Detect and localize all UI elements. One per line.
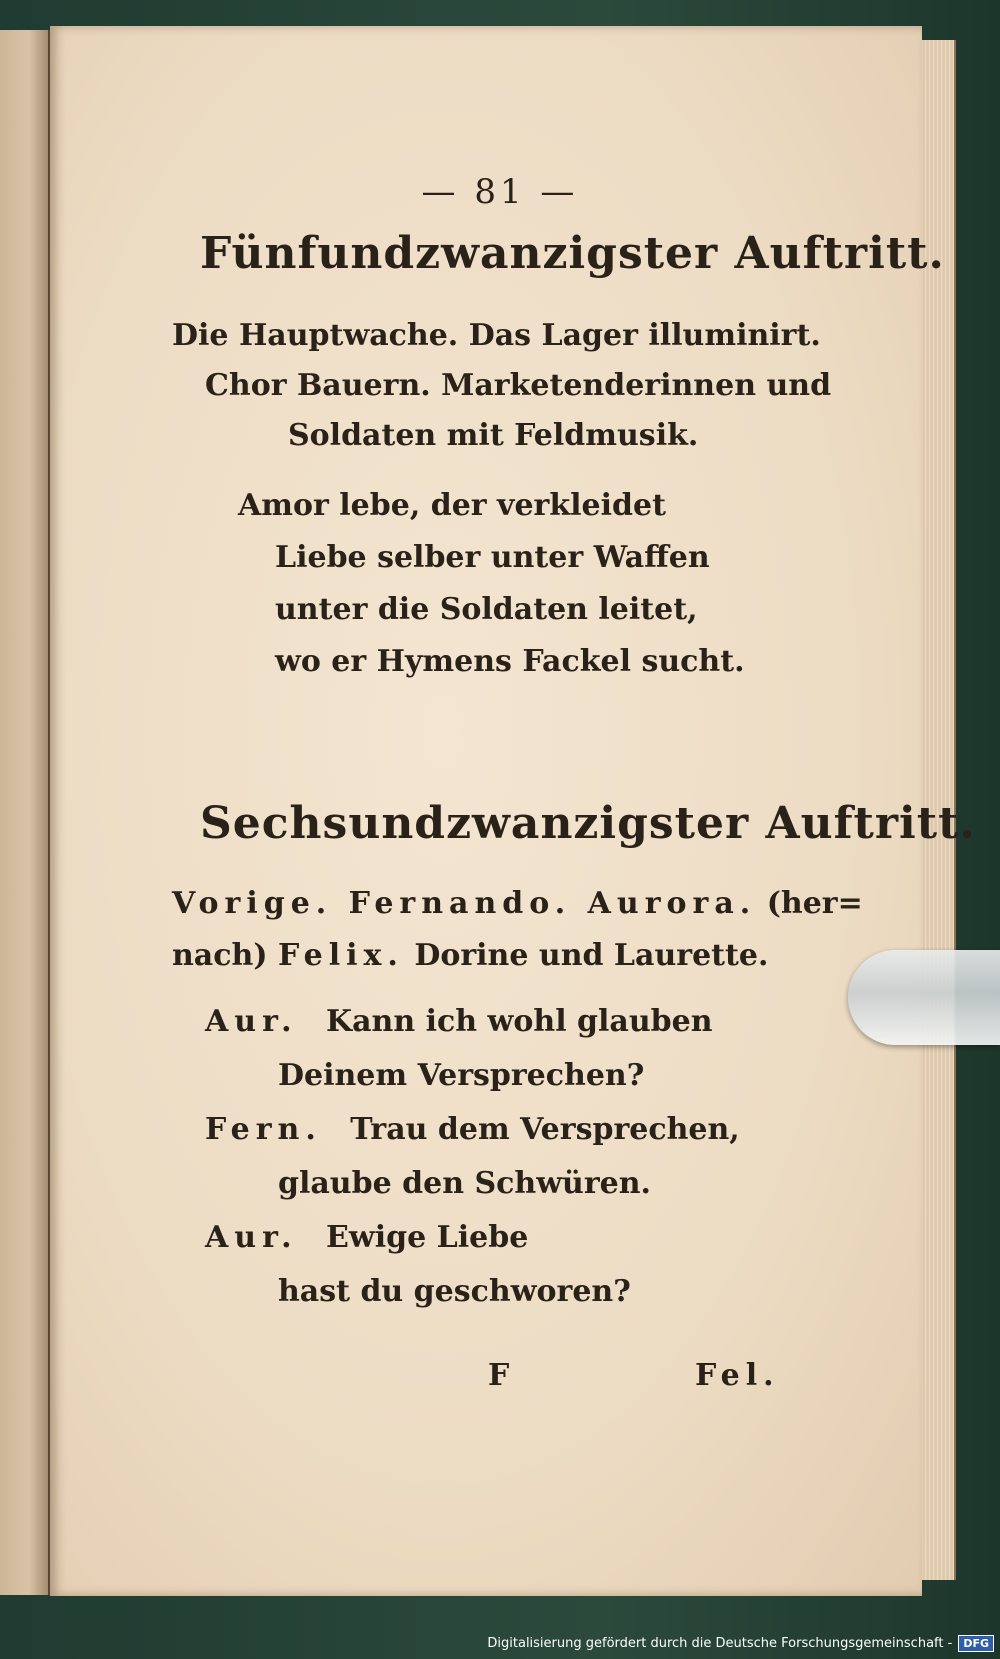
speaker-label: Aur.: [205, 1004, 298, 1039]
speaker-label: Aur.: [205, 1220, 298, 1255]
dialogue-continuation: hast du geschworen?: [278, 1274, 631, 1309]
page-clip: [848, 950, 1000, 1045]
signature-mark: F: [488, 1358, 510, 1393]
dialogue-line: [205, 1004, 713, 1039]
stage-direction-line: Die Hauptwache. Das Lager illuminirt.: [172, 318, 821, 353]
dialogue-continuation: glaube den Schwüren.: [278, 1166, 651, 1201]
stage-direction-line: [172, 938, 768, 973]
dialogue-line: [205, 1220, 528, 1255]
verse-line: Liebe selber unter Waffen: [275, 540, 710, 575]
stage-person-felix: Felix.: [277, 938, 404, 973]
stage-direction-line: [172, 886, 863, 921]
verse-line: unter die Soldaten leitet,: [275, 592, 698, 627]
left-page-edge: [0, 30, 51, 1595]
speaker-label: Fern.: [205, 1112, 322, 1147]
verse-line: wo er Hymens Fackel sucht.: [275, 644, 745, 679]
dfg-logo: DFG: [958, 1635, 994, 1652]
page-number: — 81 —: [421, 172, 579, 212]
footer-text: Digitalisierung gefördert durch die Deutsche Forschungsgemeinschaft -: [487, 1635, 953, 1651]
stage-persons-start: nach): [172, 938, 268, 973]
dialogue-text: Ewige Liebe: [326, 1220, 529, 1255]
dialogue-line: [205, 1112, 740, 1147]
verse-line: Amor lebe, der verkleidet: [238, 488, 666, 523]
dialogue-continuation: Deinem Versprechen?: [278, 1058, 645, 1093]
scene-25-heading: Fünfundzwanzigster Auftritt.: [200, 228, 945, 279]
dialogue-text: Kann ich wohl glauben: [326, 1004, 713, 1039]
stage-persons-end: Dorine und Laurette.: [414, 938, 769, 973]
digitization-footer: [487, 1631, 994, 1655]
catchword: Fel.: [695, 1358, 780, 1393]
stage-direction-line: Soldaten mit Feldmusik.: [288, 418, 699, 453]
scene-26-heading: Sechsundzwanzigster Auftritt.: [200, 798, 976, 849]
stage-direction-line: Chor Bauern. Marketenderinnen und: [205, 368, 832, 403]
stage-persons-continued: (her=: [766, 886, 863, 921]
dialogue-text: Trau dem Versprechen,: [350, 1112, 740, 1147]
stage-persons: Vorige. Fernando. Aurora.: [172, 886, 757, 921]
